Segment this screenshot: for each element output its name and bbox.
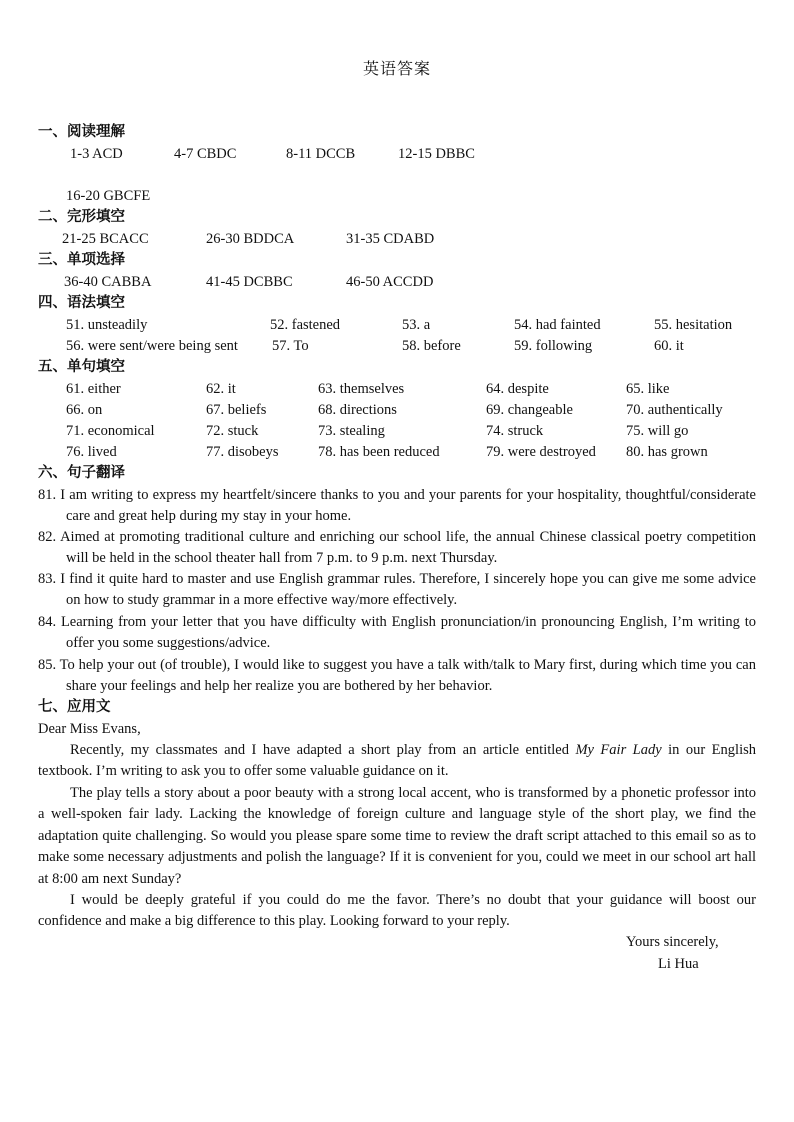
sentence-answer-64: 64. despite <box>486 381 549 397</box>
letter-paragraph-1 <box>38 740 756 783</box>
section-translation-heading: 六、句子翻译 <box>38 465 125 481</box>
cloze-answer-31-35: 31-35 CDABD <box>346 231 435 247</box>
sentence-answer-66: 66. on <box>66 402 103 418</box>
reading-answer-16-20: 16-20 GBCFE <box>66 188 151 204</box>
choice-answer-36-40: 36-40 CABBA <box>64 274 152 290</box>
letter-paragraph-3: I would be deeply grateful if you could do me the favor. There’s no doubt that your guidance will boost our confidence and make a big difference to this play. Looking forward to your reply. <box>38 892 756 930</box>
translation-answer-83: 83. I find it quite hard to master and use English grammar rules. Therefore, I sincerely hope you can give me some advice on how to study grammar in a more effective way/more effectively. <box>38 571 756 609</box>
grammar-answer-52: 52. fastened <box>270 317 341 333</box>
translation-answer-81: 81. I am writing to express my heartfelt/sincere thanks to you and your parents for your hospitality, thoughtful/considerate care and great help during my stay in your home. <box>38 487 756 525</box>
sentence-answer-65: 65. like <box>626 381 670 397</box>
sentence-answer-77: 77. disobeys <box>206 444 279 460</box>
sentence-answer-80: 80. has grown <box>626 444 708 460</box>
sentence-answer-68: 68. directions <box>318 402 397 418</box>
sentence-answer-72: 72. stuck <box>206 423 259 439</box>
letter-closing: Yours sincerely, <box>626 934 719 950</box>
grammar-answer-60: 60. it <box>654 338 684 354</box>
letter-paragraph-2: The play tells a story about a poor beauty with a strong local accent, who is transformed by a phonetic professor into a well-spoken fair lady. Lacking the knowledge of foreign culture and language style of the short play, we find the adaptation quite challenging. So would you please spare some time to review the draft script attached to this email so as to make some necessary adjustments and polish the language? If it is convenient for you, could we meet in our school art hall at 8:00 am next Sunday? <box>38 785 756 887</box>
section-reading-heading: 一、阅读理解 <box>38 124 125 140</box>
translation-answer-84: 84. Learning from your letter that you have difficulty with English pronunciation/in pronouncing English, I’m writing to offer you some suggestions/advice. <box>38 614 756 652</box>
section-grammar-heading: 四、语法填空 <box>38 295 125 311</box>
sentence-answer-70: 70. authentically <box>626 402 723 418</box>
translation-answer-85: 85. To help your out (of trouble), I would like to suggest you have a talk with/talk to Mary first, during which time you can share your feelings and help her realize you are bothered by her behavior. <box>38 657 756 695</box>
sentence-answer-63: 63. themselves <box>318 381 405 397</box>
letter-greeting: Dear Miss Evans, <box>38 721 141 737</box>
reading-answer-4-7: 4-7 CBDC <box>174 146 237 162</box>
sentence-answer-78: 78. has been reduced <box>318 444 440 460</box>
grammar-answer-51: 51. unsteadily <box>66 317 148 333</box>
letter-p1-text-after: in our English textbook. I’m writing to ask you to offer some valuable guidance on it. <box>38 742 756 780</box>
grammar-answer-54: 54. had fainted <box>514 317 601 333</box>
choice-answer-41-45: 41-45 DCBBC <box>206 274 293 290</box>
grammar-answer-56: 56. were sent/were being sent <box>66 338 238 354</box>
sentence-answer-61: 61. either <box>66 381 121 397</box>
grammar-answer-53: 53. a <box>402 317 431 333</box>
grammar-answer-55: 55. hesitation <box>654 317 733 333</box>
sentence-answer-67: 67. beliefs <box>206 402 267 418</box>
grammar-answer-57: 57. To <box>272 338 309 354</box>
sentence-answer-73: 73. stealing <box>318 423 385 439</box>
cloze-answer-26-30: 26-30 BDDCA <box>206 231 295 247</box>
section-writing-heading: 七、应用文 <box>38 699 111 715</box>
grammar-answer-58: 58. before <box>402 338 461 354</box>
section-cloze-heading: 二、完形填空 <box>38 209 125 225</box>
translation-answer-82: 82. Aimed at promoting traditional culture and enriching our school life, the annual Chinese classical poetry competition will be held in the school theater hall from 7 p.m. to 9 p.m. next Thursday. <box>38 529 756 567</box>
section-single-sentence-heading: 五、单句填空 <box>38 359 125 375</box>
page-title: 英语答案 <box>362 59 431 78</box>
sentence-answer-79: 79. were destroyed <box>486 444 596 460</box>
reading-answer-1-3: 1-3 ACD <box>70 146 123 162</box>
reading-answer-8-11: 8-11 DCCB <box>286 146 356 162</box>
grammar-answer-59: 59. following <box>514 338 593 354</box>
sentence-answer-76: 76. lived <box>66 444 117 460</box>
letter-p1-text-before: Recently, my classmates and I have adapted a short play from an article entitled <box>70 742 576 758</box>
sentence-answer-75: 75. will go <box>626 423 689 439</box>
letter-article-title: My Fair Lady <box>575 742 662 758</box>
sentence-answer-74: 74. struck <box>486 423 544 439</box>
section-single-choice-heading: 三、单项选择 <box>38 252 125 268</box>
sentence-answer-69: 69. changeable <box>486 402 573 418</box>
sentence-answer-71: 71. economical <box>66 423 155 439</box>
letter-signature: Li Hua <box>658 956 699 972</box>
sentence-answer-62: 62. it <box>206 381 236 397</box>
cloze-answer-21-25: 21-25 BCACC <box>62 231 149 247</box>
reading-answer-12-15: 12-15 DBBC <box>398 146 475 162</box>
choice-answer-46-50: 46-50 ACCDD <box>346 274 434 290</box>
